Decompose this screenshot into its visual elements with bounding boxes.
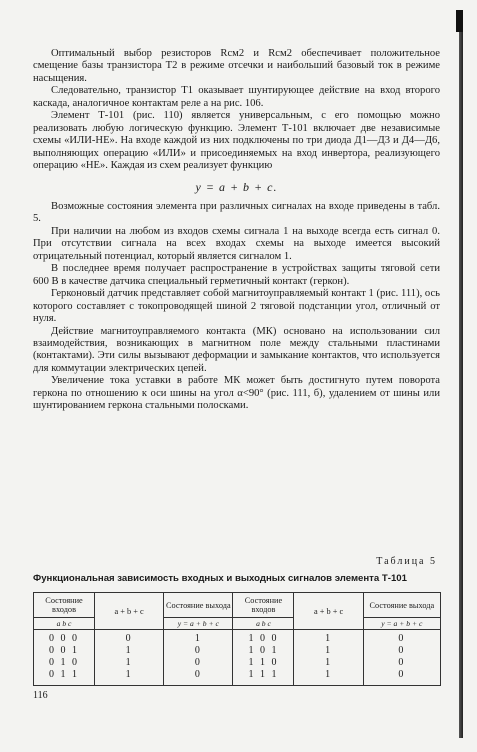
- truth-table: [33, 592, 441, 686]
- cell-value: 1 0 0: [248, 633, 279, 644]
- cell-value: 1 1 0: [248, 657, 279, 668]
- cell-value: 1 1 1: [248, 669, 279, 680]
- formula: y = a + b + c.: [195, 179, 278, 194]
- cell-value: 1: [325, 633, 333, 644]
- page-edge-mark: [456, 10, 463, 32]
- inputs-column: [233, 630, 294, 686]
- paragraph: Герконовый датчик представляет собой магнитоуправляемый контакт 1 (рис. 111), ось которого составляет с токопроводящей шиной 2 тяговой подстанции угол, отличный от нуля.: [33, 288, 440, 325]
- cell-value: 1 0 1: [248, 645, 279, 656]
- header-sum: a + b + c: [95, 593, 164, 630]
- cell-value: 1: [325, 645, 333, 656]
- paragraph: Увеличение тока уставки в работе МК может быть достигнуто путем поворота геркона по отношению к оси шины на угол α<90° (рис. 111, б), удалением от шины или шунтированием геркона стальными полосками.: [33, 375, 440, 412]
- sum-column: [95, 630, 164, 686]
- page-edge-shadow: [459, 10, 463, 738]
- cell-value: 0: [194, 669, 202, 680]
- table-title: Функциональная зависимость входных и выходных сигналов элемента Т-101: [33, 573, 407, 584]
- cell-value: 1: [125, 645, 133, 656]
- cell-value: 0 1 1: [49, 669, 80, 680]
- cell-value: 0: [398, 645, 406, 656]
- header-inputs: Состояние входов: [233, 593, 294, 618]
- cell-value: 1: [125, 669, 133, 680]
- paragraph: Оптимальный выбор резисторов Rсм2 и Rсм2 обеспечивает положительное смещение базы транзистора Т2 в режиме отсечки и наибольший базовый ток в режиме насыщения.: [33, 48, 440, 84]
- cell-value: 0: [125, 633, 133, 644]
- cell-value: 1: [325, 657, 333, 668]
- paragraph: Действие магнитоуправляемого контакта (МК) основано на использовании сил взаимодействия, возникающих в магнитном поле между стальными пластинами (контактами). Эти силы вызывают деформации и замыкание контактов, что используется для коммутации электрических цепей.: [33, 325, 440, 374]
- header-inputs: Состояние входов: [34, 593, 95, 618]
- subheader-inputs: a b c: [34, 618, 95, 630]
- body-text: [33, 48, 440, 413]
- paragraph: В последнее время получает распространение в устройствах защиты тяговой сети 600 В в качестве датчика специальный герметичный контакт (геркон).: [33, 263, 440, 287]
- subheader-output: y = a + b + c: [363, 618, 440, 630]
- subheader-inputs: a b c: [233, 618, 294, 630]
- subheader-output: y = a + b + c: [164, 618, 233, 630]
- output-column: [363, 630, 440, 686]
- sum-column: [294, 630, 363, 686]
- cell-value: 0: [398, 669, 406, 680]
- paragraph: Возможные состояния элемента при различных сигналах на входе приведены в табл. 5.: [33, 200, 440, 225]
- cell-value: 0 0 0: [49, 633, 80, 644]
- page-number: 116: [33, 690, 48, 701]
- cell-value: 0: [398, 633, 406, 644]
- header-sum: a + b + c: [294, 593, 363, 630]
- cell-value: 0 1 0: [49, 657, 80, 668]
- paragraph: Элемент Т-101 (рис. 110) является универсальным, с его помощью можно реализовать любую логическую функцию. Элемент Т-101 включает две независимые схемы «ИЛИ-НЕ». На входе каждой из них подключены по три диода Д1—Д3 и Д4—Д6, выполняющих операцию «ИЛИ» и присоединяемых на вход инвертора, реализующего операцию «НЕ». Каждая из схем реализует функцию: [33, 110, 440, 172]
- cell-value: 1: [125, 657, 133, 668]
- cell-value: 0: [398, 657, 406, 668]
- header-output: Состояние выхода: [164, 593, 233, 618]
- cell-value: 1: [325, 669, 333, 680]
- paragraph: При наличии на любом из входов схемы сигнала 1 на выходе всегда есть сигнал 0. При отсутствии сигнала на всех входах схемы на выходе имеется высокий отрицательный потенциал, который является сигналом 1.: [33, 225, 440, 262]
- cell-value: 0: [194, 645, 202, 656]
- inputs-column: [34, 630, 95, 686]
- header-output: Состояние выхода: [363, 593, 440, 618]
- output-column: [164, 630, 233, 686]
- cell-value: 1: [194, 633, 202, 644]
- table-number: Таблица 5: [376, 556, 437, 567]
- cell-value: 0 0 1: [49, 645, 80, 656]
- cell-value: 0: [194, 657, 202, 668]
- paragraph: Следовательно, транзистор Т1 оказывает шунтирующее действие на вход второго каскада, аналогичное контактам реле а на рис. 106.: [33, 85, 440, 109]
